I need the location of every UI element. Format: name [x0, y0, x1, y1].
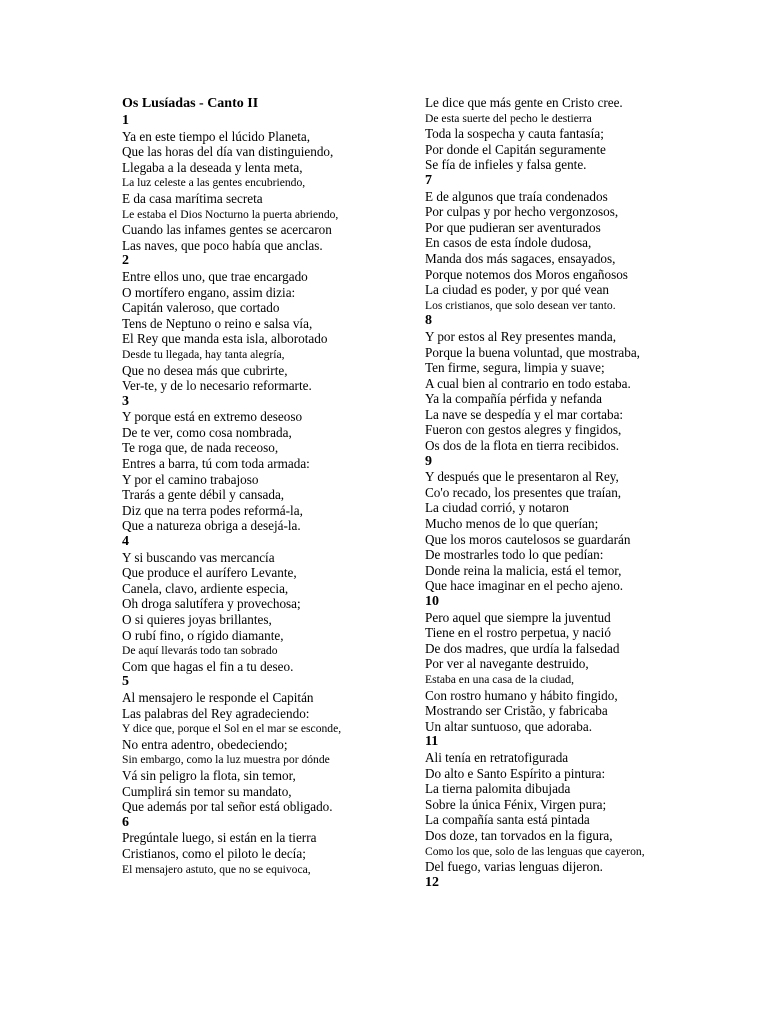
verse-line: Porque la buena voluntad, que mostraba,: [425, 344, 640, 360]
verse-line: Que las horas del día van distinguiendo,: [122, 144, 334, 160]
verse-line: Capitán valeroso, que cortado: [122, 300, 280, 316]
verse-line: Donde reina la malicia, está el temor,: [425, 562, 622, 578]
verse-line: El mensajero astuto, que no se equivoca,: [122, 862, 311, 876]
verse-line: Al mensajero le responde el Capitán: [122, 689, 314, 705]
stanza-number: 6: [122, 814, 129, 830]
verse-line: Os dos de la flota en tierra recibidos.: [425, 438, 620, 454]
verse-line: De dos madres, que urdía la falsedad: [425, 640, 620, 656]
stanza-number: 5: [122, 674, 129, 690]
verse-line: Dos doze, tan torvados en la figura,: [425, 827, 613, 843]
verse-line: Le dice que más gente en Cristo cree.: [425, 95, 623, 110]
verse-line: De mostrarles todo lo que pedían:: [425, 547, 604, 563]
verse-line: Mucho menos de lo que querían;: [425, 516, 599, 532]
verse-line: Ya la compañía pérfida y nefanda: [425, 391, 602, 407]
verse-line: Ali tenía en retratofigurada: [425, 749, 569, 765]
stanza-number: 12: [425, 874, 439, 890]
right-verse-list: [425, 95, 745, 890]
verse-line: Porque notemos dos Moros engañosos: [425, 266, 628, 282]
verse-line: Fueron con gestos alegres y fingidos,: [425, 422, 622, 438]
verse-line: Que hace imaginar en el pecho ajeno.: [425, 578, 624, 594]
verse-line: Y por el camino trabajoso: [122, 471, 259, 487]
verse-line: Con rostro humano y hábito fingido,: [425, 687, 618, 703]
verse-line: Que a natureza obriga a desejá-la.: [122, 518, 301, 534]
stanza-number: 4: [122, 534, 129, 550]
verse-line: Llegaba a la deseada y lenta meta,: [122, 159, 303, 175]
left-verse-list: [122, 113, 442, 877]
verse-line: Y por estos al Rey presentes manda,: [425, 328, 617, 344]
verse-line: Tiene en el rostro perpetua, y nació: [425, 625, 611, 641]
verse-line: Que no desea más que cubrirte,: [122, 362, 288, 378]
stanza-number: 9: [425, 453, 432, 469]
verse-line: Y si buscando vas mercancía: [122, 549, 275, 565]
verse-line: La ciudad es poder, y por qué vean: [425, 282, 610, 298]
verse-line: Tens de Neptuno o reino e salsa vía,: [122, 315, 313, 331]
stanza-number: 7: [425, 172, 432, 188]
verse-line: A cual bien al contrario en todo estaba.: [425, 375, 631, 391]
verse-line: O si quieres joyas brillantes,: [122, 612, 272, 627]
right-column: [425, 95, 745, 890]
verse-line: Mostrando ser Cristão, y fabricaba: [425, 703, 608, 719]
verse-line: La ciudad corrió, y notaron: [425, 500, 569, 516]
verse-line: Que los moros cautelosos se guardarán: [425, 531, 631, 547]
verse-line: El Rey que manda esta isla, alborotado: [122, 331, 328, 347]
verse-line: Entres a barra, tú com toda armada:: [122, 456, 310, 472]
stanza-number: 1: [122, 113, 129, 128]
verse-line: Como los que, solo de las lenguas que cayeron,: [425, 844, 645, 858]
verse-line: Cristianos, como el piloto le decía;: [122, 845, 306, 861]
verse-line: Las palabras del Rey agradeciendo:: [122, 705, 310, 721]
verse-line: La compañía santa está pintada: [425, 812, 590, 828]
verse-line: Y dice que, porque el Sol en el mar se esconde,: [122, 722, 342, 736]
verse-line: O mortífero engano, assim dizia:: [122, 284, 296, 300]
verse-line: Pregúntale luego, si están en la tierra: [122, 830, 317, 846]
verse-line: De esta suerte del pecho le destierra: [425, 111, 592, 125]
verse-line: Los cristianos, que solo desean ver tanto.: [425, 298, 616, 312]
verse-line: Estaba en una casa de la ciudad,: [425, 672, 575, 686]
verse-line: Se fía de infieles y falsa gente.: [425, 157, 587, 173]
verse-line: Diz que na terra podes reformá-la,: [122, 502, 303, 518]
verse-line: O rubí fino, o rígido diamante,: [122, 627, 284, 643]
verse-line: Un altar suntuoso, que adoraba.: [425, 718, 592, 734]
stanza-number: 11: [425, 734, 439, 750]
verse-line: Ver-te, y de lo necesario reformarte.: [122, 378, 312, 394]
stanza-number: 2: [122, 253, 129, 269]
verse-line: Vá sin peligro la flota, sin temor,: [122, 767, 296, 783]
verse-line: Com que hagas el fin a tu deseo.: [122, 658, 294, 674]
verse-line: La nave se despedía y el mar cortaba:: [425, 406, 624, 422]
verse-line: Las naves, que poco había que anclas.: [122, 237, 323, 253]
verse-line: Toda la sospecha y cauta fantasía;: [425, 126, 604, 142]
verse-line: De te ver, como cosa nombrada,: [122, 424, 292, 440]
verse-line: Entre ellos uno, que trae encargado: [122, 268, 308, 284]
verse-line: Ya en este tiempo el lúcido Planeta,: [122, 128, 311, 144]
verse-line: Sobre la única Fénix, Virgen pura;: [425, 796, 607, 812]
verse-line: Por ver al navegante destruido,: [425, 656, 589, 672]
stanza-number: 10: [425, 594, 439, 609]
verse-line: Desde tu llegada, hay tanta alegría,: [122, 347, 285, 361]
verse-line: Te roga que, de nada receoso,: [122, 440, 279, 456]
verse-line: Sin embargo, como la luz muestra por dónde: [122, 753, 330, 767]
verse-line: Co'o recado, los presentes que traían,: [425, 484, 622, 500]
verse-line: Y después que le presentaron al Rey,: [425, 469, 619, 485]
verse-line: Del fuego, varias lenguas dijeron.: [425, 859, 603, 875]
left-column: [122, 95, 442, 877]
verse-line: Trarás a gente débil y cansada,: [122, 487, 285, 503]
verse-line: Ten firme, segura, limpia y suave;: [425, 360, 605, 376]
verse-line: Manda dos más sagaces, ensayados,: [425, 250, 616, 266]
verse-line: En casos de esta índole dudosa,: [425, 235, 592, 251]
verse-line: Y porque está en extremo deseoso: [122, 409, 303, 425]
verse-line: Cumplirá sin temor su mandato,: [122, 783, 292, 799]
verse-line: Por culpas y por hecho vergonzosos,: [425, 204, 619, 220]
verse-line: Oh droga salutífera y provechosa;: [122, 596, 301, 612]
verse-line: Canela, clavo, ardiente especia,: [122, 580, 289, 596]
verse-line: Le estaba el Dios Nocturno la puerta abriendo,: [122, 207, 339, 221]
verse-line: La luz celeste a las gentes encubriendo,: [122, 176, 306, 190]
verse-line: Que produce el aurífero Levante,: [122, 565, 297, 581]
verse-line: E de algunos que traía condenados: [425, 188, 608, 204]
stanza-number: 3: [122, 393, 129, 409]
verse-line: La tierna palomita dibujada: [425, 781, 571, 797]
verse-line: No entra adentro, obedeciendo;: [122, 736, 288, 752]
verse-line: Do alto e Santo Espírito a pintura:: [425, 765, 606, 781]
verse-line: Cuando las infames gentes se acercaron: [122, 222, 332, 238]
verse-line: Por que pudieran ser aventurados: [425, 219, 601, 235]
page-title: Os Lusíadas - Canto II: [122, 96, 259, 111]
verse-line: Por donde el Capitán seguramente: [425, 141, 606, 157]
verse-line: De aquí llevarás todo tan sobrado: [122, 644, 278, 658]
verse-line: E da casa marítima secreta: [122, 190, 263, 206]
verse-line: Que además por tal señor está obligado.: [122, 799, 333, 815]
verse-line: Pero aquel que siempre la juventud: [425, 609, 611, 625]
stanza-number: 8: [425, 313, 432, 329]
